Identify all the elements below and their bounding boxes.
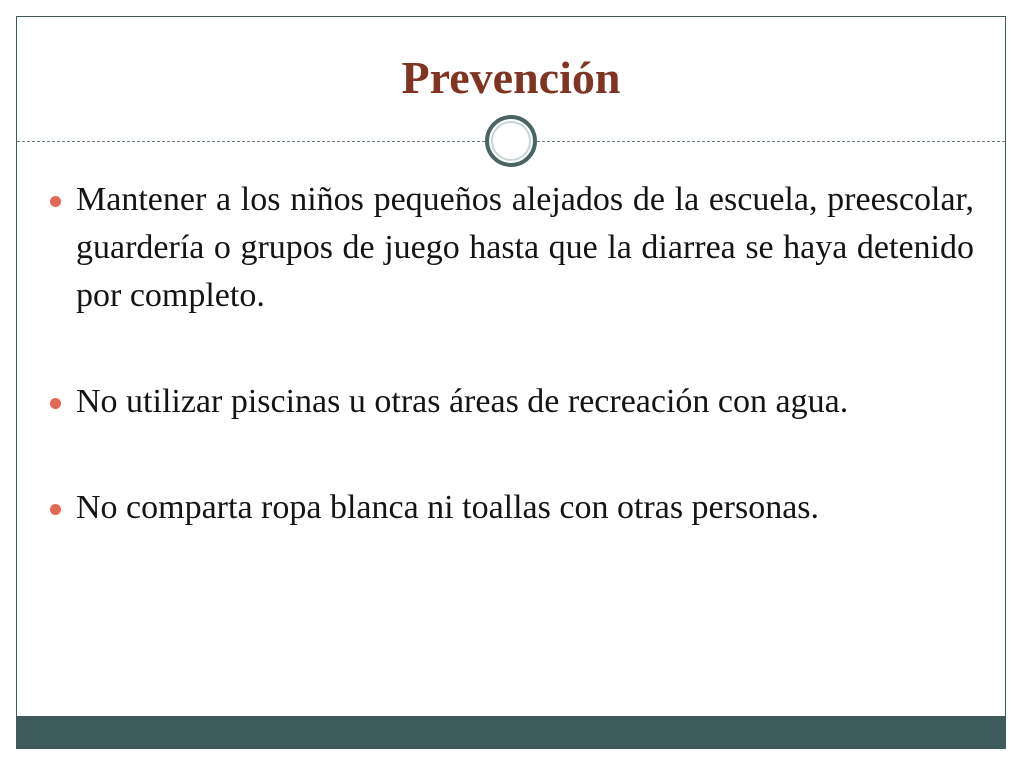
- circle-ring-icon: [485, 115, 537, 167]
- bullet-text: No utilizar piscinas u otras áreas de recreación con agua.: [76, 383, 849, 420]
- bullet-dot-icon: [50, 196, 61, 207]
- bullet-dot-icon: [50, 398, 61, 409]
- bullet-dot-icon: [50, 504, 61, 515]
- bullet-item: [48, 176, 974, 320]
- bullet-text: Mantener a los niños pequeños alejados de la escuela, preescolar, guardería o grupos de juego hasta que la diarrea se haya detenido por completo.: [76, 181, 974, 314]
- bullet-text: No comparta ropa blanca ni toallas con otras personas.: [76, 489, 820, 526]
- bullet-item: [48, 378, 974, 426]
- bullet-list: [48, 176, 974, 590]
- footer-bar: [16, 716, 1006, 749]
- bullet-item: [48, 484, 974, 532]
- slide-title: Prevención: [401, 52, 621, 103]
